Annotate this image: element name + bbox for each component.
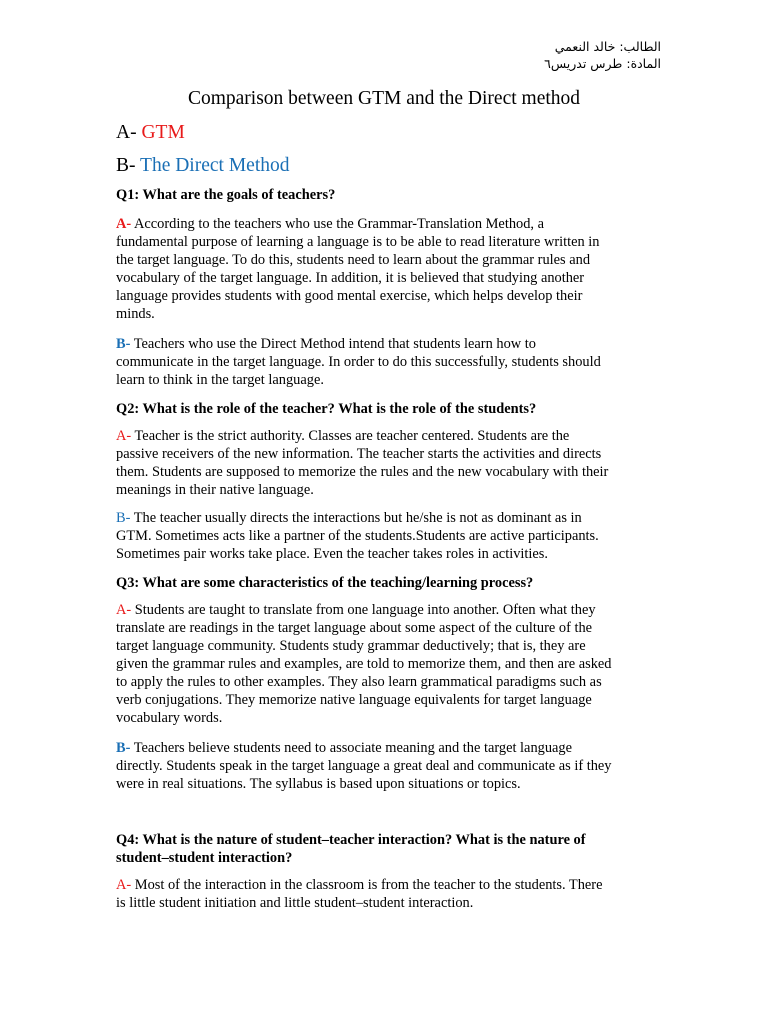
- legend-direct-prefix: B-: [116, 155, 141, 176]
- answer-q3-a: [116, 601, 656, 727]
- question-q4: [116, 831, 676, 867]
- answer-line: A- Teacher is the strict authority. Classes are teacher centered. Students are the: [116, 428, 570, 444]
- answer-line: learn to think in the target language.: [116, 372, 324, 388]
- answer-line: B- Teachers who use the Direct Method intend that students learn how to: [116, 336, 536, 352]
- answer-line: directly. Students speak in the target language a great deal and communicate as if they: [116, 758, 612, 774]
- answer-q1-a: [116, 215, 656, 323]
- answer-line: A- Most of the interaction in the classroom is from the teacher to the students. There: [116, 877, 603, 893]
- page-title: Comparison between GTM and the Direct method: [187, 88, 581, 109]
- question-line: student–student interaction?: [116, 850, 293, 866]
- answer-line: meanings in their native language.: [116, 482, 314, 498]
- answer-line: B- The teacher usually directs the interactions but he/she is not as dominant as in: [116, 510, 582, 526]
- answer-line: to apply the rules to other examples. They also learn grammatical paradigms such as: [116, 674, 602, 690]
- legend-gtm-label: GTM: [141, 122, 185, 143]
- answer-marker-a: A-: [116, 602, 132, 618]
- answer-line: A- Students are taught to translate from one language into another. Often what they: [116, 602, 596, 618]
- answer-q1-b: [116, 335, 656, 389]
- answer-marker-b: B-: [116, 740, 131, 756]
- subject-arabic: المادة: طرس تدريس٦: [544, 56, 661, 71]
- answer-line: GTM. Sometimes acts like a partner of the students.Students are active participants.: [116, 528, 599, 544]
- answer-line: were in real situations. The syllabus is based upon situations or topics.: [116, 776, 521, 792]
- question-q2: Q2: What is the role of the teacher? What is the role of the students?: [116, 401, 537, 417]
- legend-direct: [116, 155, 289, 177]
- answer-line: them. Students are supposed to memorize the rules and the new vocabulary with their: [116, 464, 609, 480]
- answer-line: translate are readings in the target language about some aspect of the culture of the: [116, 620, 593, 636]
- answer-line: is little student initiation and little student–student interaction.: [116, 895, 474, 911]
- answer-line: communicate in the target language. In order to do this successfully, students should: [116, 354, 601, 370]
- answer-marker-a: A-: [116, 216, 132, 232]
- answer-line: vocabulary of the target language. In addition, it is believed that studying another: [116, 270, 585, 286]
- answer-line: A- According to the teachers who use the Grammar-Translation Method, a: [116, 216, 544, 232]
- legend-gtm-prefix: A-: [116, 122, 142, 143]
- answer-line: minds.: [116, 306, 155, 322]
- answer-q3-b: [116, 739, 656, 793]
- answer-line: Sometimes pair works take place. Even the teacher takes roles in activities.: [116, 546, 548, 562]
- answer-line: vocabulary words.: [116, 710, 223, 726]
- answer-line: the target language. To do this, students need to learn about the grammar rules and: [116, 252, 591, 268]
- answer-line: verb conjugations. They memorize native language equivalents for target language: [116, 692, 592, 708]
- answer-line: target language community. Students study grammar deductively; that is, they are: [116, 638, 586, 654]
- answer-q4-a: [116, 876, 656, 912]
- question-q1: Q1: What are the goals of teachers?: [116, 187, 336, 203]
- answer-line: B- Teachers believe students need to associate meaning and the target language: [116, 740, 572, 756]
- answer-marker-a: A-: [116, 428, 132, 444]
- answer-marker-a: A-: [116, 877, 132, 893]
- answer-marker-b: B-: [116, 510, 131, 526]
- legend-direct-label: The Direct Method: [140, 155, 290, 176]
- answer-marker-b: B-: [116, 336, 131, 352]
- answer-q2-b: [116, 509, 656, 563]
- student-name-arabic: الطالب: خالد النعمي: [554, 39, 661, 54]
- answer-line: given the grammar rules and examples, are told to memorize them, and then are asked: [116, 656, 612, 672]
- answer-line: passive receivers of the new information. The teacher starts the activities and directs: [116, 446, 602, 462]
- legend-gtm: [116, 122, 185, 144]
- answer-line: language provides students with good mental exercise, which helps develop their: [116, 288, 583, 304]
- question-line: Q4: What is the nature of student–teacher interaction? What is the nature of: [116, 832, 586, 848]
- question-q3: Q3: What are some characteristics of the teaching/learning process?: [116, 575, 534, 591]
- answer-line: fundamental purpose of learning a language is to be able to read literature written in: [116, 234, 600, 250]
- answer-q2-a: [116, 427, 656, 499]
